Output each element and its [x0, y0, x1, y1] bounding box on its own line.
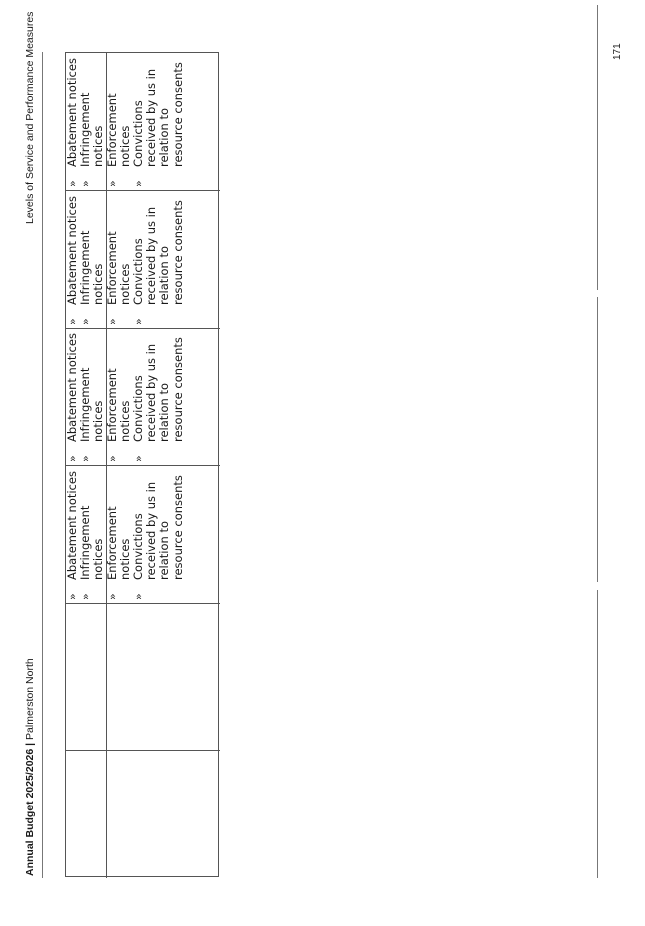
- list-item: » Abatement notices: [65, 58, 79, 187]
- list-item: » Infringement notices: [78, 367, 106, 462]
- double-chevron-bullet-icon: »: [132, 593, 146, 600]
- table-cell: [66, 468, 185, 600]
- organization-name: Palmerston North: [24, 658, 36, 740]
- header-separator: |: [24, 742, 36, 746]
- double-chevron-bullet-icon: »: [132, 455, 146, 462]
- document-header: [24, 658, 36, 876]
- table-row-divider: [66, 465, 220, 466]
- list-item: » Enforcement notices: [104, 231, 132, 325]
- section-title: Levels of Service and Performance Measures: [24, 11, 36, 224]
- footer-rule-middle: [597, 297, 598, 582]
- performance-table: [65, 52, 219, 877]
- double-chevron-bullet-icon: »: [66, 455, 79, 462]
- list-item: » Abatement notices: [65, 471, 79, 600]
- table-cell: [66, 330, 185, 462]
- list-item: » Infringement notices: [78, 230, 106, 325]
- double-chevron-bullet-icon: »: [66, 180, 79, 187]
- table-row-divider: [66, 190, 220, 191]
- double-chevron-bullet-icon: »: [132, 318, 146, 325]
- list-item: » Abatement notices: [65, 196, 79, 325]
- list-item: » Enforcement notices: [104, 368, 132, 462]
- list-item: » Convictions received by us in relation to resource consents: [131, 200, 185, 325]
- list-item: » Convictions received by us in relation to resource consents: [131, 337, 185, 462]
- list-item: » Convictions received by us in relation to resource consents: [131, 475, 185, 600]
- double-chevron-bullet-icon: »: [66, 593, 79, 600]
- header-rule: [42, 52, 43, 878]
- double-chevron-bullet-icon: »: [132, 180, 146, 187]
- list-item: » Enforcement notices: [104, 93, 132, 187]
- double-chevron-bullet-icon: »: [79, 455, 93, 462]
- page-number: 171: [612, 43, 623, 60]
- double-chevron-bullet-icon: »: [79, 593, 93, 600]
- double-chevron-bullet-icon: »: [105, 318, 119, 325]
- double-chevron-bullet-icon: »: [79, 318, 93, 325]
- footer-rule-bottom: [597, 590, 598, 878]
- table-cell: [66, 55, 185, 187]
- list-item: » Infringement notices: [78, 505, 106, 600]
- list-item: » Infringement notices: [78, 92, 106, 187]
- footer-rule-top: [597, 5, 598, 290]
- table-cell: [66, 193, 185, 325]
- double-chevron-bullet-icon: »: [105, 180, 119, 187]
- double-chevron-bullet-icon: »: [66, 318, 79, 325]
- table-row-divider: [66, 750, 220, 751]
- double-chevron-bullet-icon: »: [105, 455, 119, 462]
- list-item: » Enforcement notices: [104, 506, 132, 600]
- double-chevron-bullet-icon: »: [105, 593, 119, 600]
- document-title: Annual Budget 2025/2026: [24, 748, 36, 876]
- list-item: » Convictions received by us in relation to resource consents: [131, 62, 185, 187]
- list-item: » Abatement notices: [65, 333, 79, 462]
- table-row-divider: [66, 603, 220, 604]
- table-row-divider: [66, 328, 220, 329]
- double-chevron-bullet-icon: »: [79, 180, 93, 187]
